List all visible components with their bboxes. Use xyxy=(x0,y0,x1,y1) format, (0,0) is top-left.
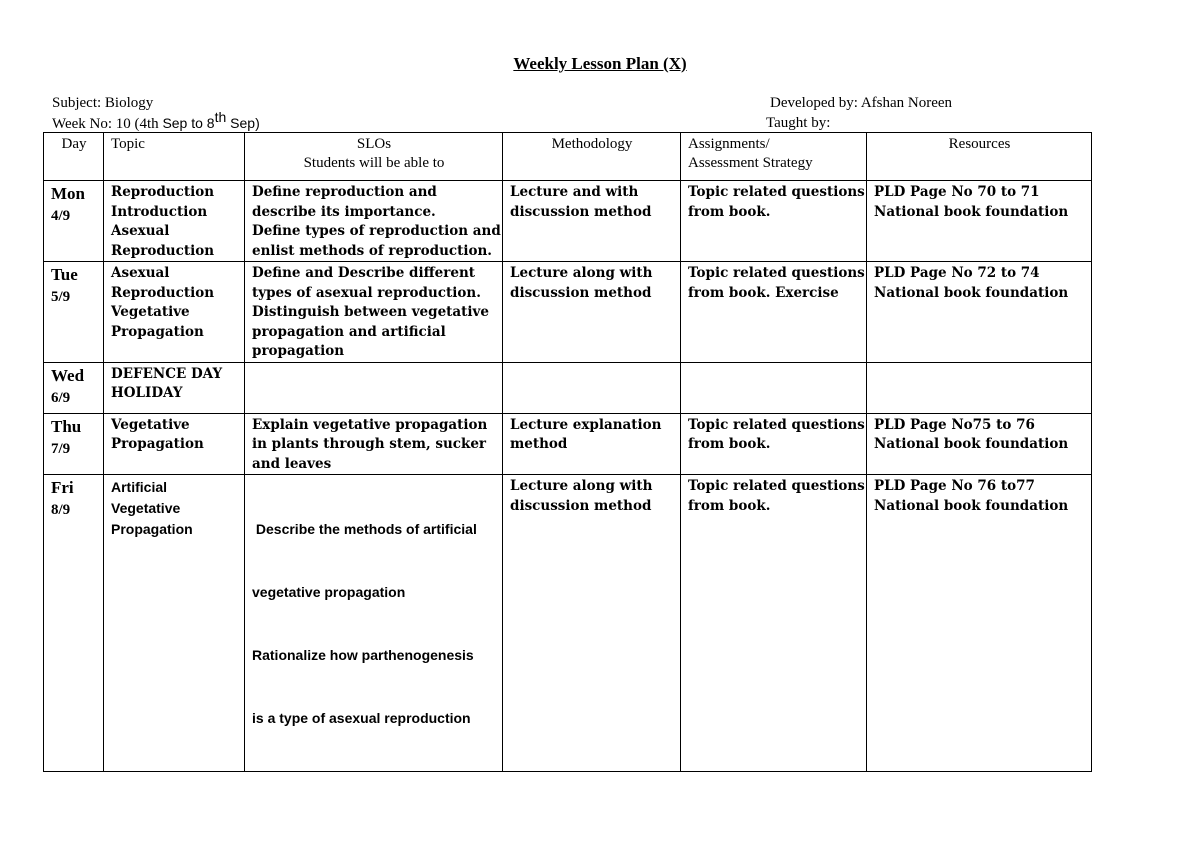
slo-line: propagation xyxy=(252,343,345,359)
day-name: Fri xyxy=(51,478,74,497)
slo-line: Describe the methods of artificial xyxy=(252,521,477,537)
day-name: Tue xyxy=(51,265,78,284)
topic-line: Reproduction xyxy=(111,242,215,259)
methodology-cell xyxy=(503,475,681,772)
topic-line: Asexual xyxy=(111,265,170,281)
topic-line: HOLIDAY xyxy=(111,385,183,401)
method-line: discussion method xyxy=(510,497,652,514)
assignment-cell xyxy=(681,413,867,475)
table-row xyxy=(44,475,1092,772)
method-line: Lecture explanation xyxy=(510,416,662,433)
table-row xyxy=(44,362,1092,413)
slo-line: in plants through stem, sucker xyxy=(252,436,487,452)
topic-line: Introduction xyxy=(111,203,208,220)
assignment-cell xyxy=(681,181,867,262)
topic-line: Vegetative xyxy=(111,416,190,433)
header-assign-line: Assignments/ xyxy=(688,136,770,152)
day-cell xyxy=(44,413,104,475)
methodology-cell xyxy=(503,413,681,475)
topic-cell xyxy=(104,413,245,475)
slo-line: Explain vegetative propagation xyxy=(252,416,488,433)
table-header-row xyxy=(44,133,1092,181)
day-date: 6/9 xyxy=(51,389,71,406)
assign-line: from book. Exercise xyxy=(688,284,839,301)
resources-cell xyxy=(867,181,1092,262)
topic-line: Vegetative xyxy=(111,304,190,320)
topic-line: Artificial xyxy=(111,479,168,495)
day-cell xyxy=(44,362,104,413)
assignment-cell xyxy=(681,362,867,413)
assign-line: from book. xyxy=(688,203,771,220)
topic-cell xyxy=(104,262,245,363)
header-slos-line: SLOs xyxy=(356,136,392,152)
slos-cell xyxy=(245,362,503,413)
resource-line: National book foundation xyxy=(874,284,1069,301)
day-cell xyxy=(44,262,104,363)
day-name: Thu xyxy=(51,416,82,436)
resource-line: PLD Page No 72 to 74 xyxy=(874,265,1040,281)
slo-line: Define types of reproduction and xyxy=(252,223,501,239)
method-line: discussion method xyxy=(510,284,652,301)
slos-cell xyxy=(245,262,503,363)
week-sup: th xyxy=(214,109,227,125)
resource-line: PLD Page No 76 to77 xyxy=(874,478,1035,494)
page-title: Weekly Lesson Plan (X) xyxy=(513,54,687,73)
header-slos xyxy=(245,133,503,181)
assignment-cell xyxy=(681,475,867,772)
header-assign-line: Assessment Strategy xyxy=(688,155,813,171)
resources-cell xyxy=(867,413,1092,475)
topic-cell xyxy=(104,181,245,262)
resource-line: National book foundation xyxy=(874,436,1069,452)
day-date: 8/9 xyxy=(51,502,71,518)
slo-line: vegetative propagation xyxy=(252,584,406,600)
assign-line: Topic related questions xyxy=(688,265,865,281)
week-prefix: Week No: 10 (4th xyxy=(52,116,163,132)
header-resources: Resources xyxy=(867,133,1092,181)
topic-line: Propagation xyxy=(111,323,204,340)
topic-line: Propagation xyxy=(111,436,204,452)
slo-line: describe its importance. xyxy=(252,203,436,220)
resource-line: PLD Page No 70 to 71 xyxy=(874,184,1040,200)
methodology-cell xyxy=(503,262,681,363)
day-date: 4/9 xyxy=(51,208,71,224)
topic-cell xyxy=(104,475,245,772)
day-cell xyxy=(44,181,104,262)
topic-line: DEFENCE DAY xyxy=(111,365,223,382)
method-line: Lecture along with xyxy=(510,478,653,494)
methodology-cell xyxy=(503,362,681,413)
slos-cell xyxy=(245,413,503,475)
slo-line: and leaves xyxy=(252,455,332,472)
assign-line: Topic related questions xyxy=(688,478,865,494)
developed-by-label: Developed by: Afshan Noreen xyxy=(770,95,953,111)
methodology-cell xyxy=(503,181,681,262)
assign-line: from book. xyxy=(688,497,771,514)
slo-line: propagation and artificial xyxy=(252,323,446,340)
resource-line: PLD Page No75 to 76 xyxy=(874,416,1035,433)
day-cell xyxy=(44,475,104,772)
assignment-cell xyxy=(681,262,867,363)
table-row xyxy=(44,413,1092,475)
table-row xyxy=(44,262,1092,363)
header-methodology: Methodology xyxy=(503,133,681,181)
resources-cell xyxy=(867,262,1092,363)
day-name: Mon xyxy=(51,184,85,203)
week-sep-start: Sep to 8 xyxy=(162,115,215,131)
header-slos-line: Students will be able to xyxy=(303,155,445,171)
method-line: method xyxy=(510,436,568,452)
day-date: 7/9 xyxy=(51,440,71,457)
slo-line: enlist methods of reproduction. xyxy=(252,242,492,259)
method-line: discussion method xyxy=(510,203,652,220)
topic-line: Reproduction xyxy=(111,184,215,200)
assign-line: from book. xyxy=(688,436,771,452)
topic-line: Vegetative xyxy=(111,500,181,516)
slo-line: Rationalize how parthenogenesis xyxy=(252,647,474,663)
topic-cell xyxy=(104,362,245,413)
method-line: Lecture along with xyxy=(510,265,653,281)
slos-cell xyxy=(245,475,503,772)
assign-line: Topic related questions xyxy=(688,184,865,200)
taught-by-label: Taught by: xyxy=(766,115,831,131)
resources-cell xyxy=(867,475,1092,772)
header-assignments xyxy=(681,133,867,181)
slos-cell xyxy=(245,181,503,262)
week-label xyxy=(52,109,260,134)
slo-line: Define reproduction and xyxy=(252,184,437,200)
resources-cell xyxy=(867,362,1092,413)
topic-line: Reproduction xyxy=(111,284,215,301)
day-name: Wed xyxy=(51,365,85,385)
lesson-plan-table xyxy=(43,132,1092,772)
day-date: 5/9 xyxy=(51,289,71,305)
slo-line: Define and Describe different xyxy=(252,265,475,281)
resource-line: National book foundation xyxy=(874,497,1069,514)
table-row xyxy=(44,181,1092,262)
slo-line: Distinguish between vegetative xyxy=(252,304,489,320)
topic-line: Propagation xyxy=(111,521,193,537)
slo-line: is a type of asexual reproduction xyxy=(252,710,471,726)
subject-label: Subject: Biology xyxy=(52,95,154,111)
method-line: Lecture and with xyxy=(510,184,639,200)
resource-line: National book foundation xyxy=(874,203,1069,220)
header-day: Day xyxy=(44,133,104,181)
assign-line: Topic related questions xyxy=(688,416,865,433)
slo-line: types of asexual reproduction. xyxy=(252,284,481,301)
header-topic: Topic xyxy=(104,133,245,181)
topic-line: Asexual xyxy=(111,223,170,239)
week-sep-end: Sep) xyxy=(226,115,260,131)
